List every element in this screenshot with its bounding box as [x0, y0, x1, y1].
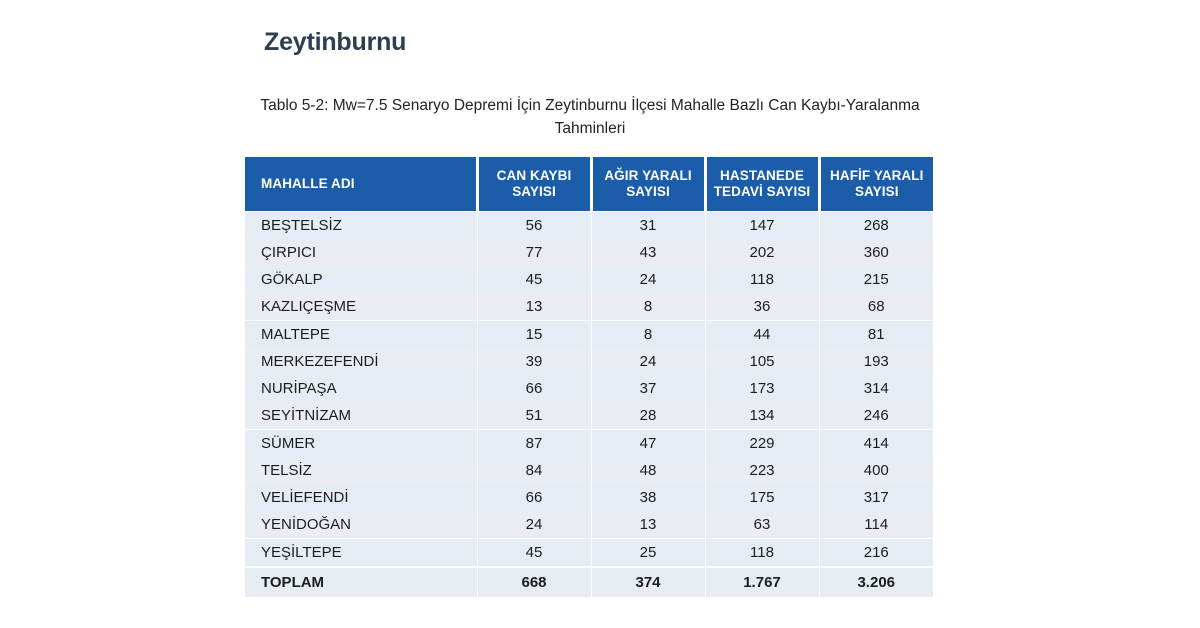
column-header-line-1: CAN KAYBI	[496, 168, 572, 183]
cell-can-kaybi: 56	[477, 212, 591, 240]
cell-can-kaybi: 87	[477, 430, 591, 458]
cell-hafif-yarali: 193	[819, 348, 933, 375]
cell-can-kaybi: 45	[477, 539, 591, 568]
column-header-line-1: AĞIR YARALI	[604, 168, 692, 183]
cell-can-kaybi: 45	[477, 266, 591, 293]
column-header-can-kaybi-sayisi	[477, 157, 591, 212]
cell-hastanede-tedavi: 63	[705, 511, 819, 539]
cell-total-label: TOPLAM	[245, 567, 477, 597]
cell-hastanede-tedavi: 147	[705, 212, 819, 240]
casualty-table-container	[245, 157, 933, 597]
column-header-line-1: HAFİF YARALI	[830, 168, 924, 183]
column-header-hafif-yarali-sayisi	[819, 157, 933, 212]
cell-mahalle-adi: VELİEFENDİ	[245, 484, 477, 511]
cell-mahalle-adi: MALTEPE	[245, 321, 477, 349]
cell-mahalle-adi: MERKEZEFENDİ	[245, 348, 477, 375]
cell-hastanede-tedavi: 173	[705, 375, 819, 402]
cell-hastanede-tedavi: 175	[705, 484, 819, 511]
column-header-hastanede-tedavi-sayisi	[705, 157, 819, 212]
cell-can-kaybi: 13	[477, 293, 591, 321]
table-row	[245, 430, 933, 458]
cell-hafif-yarali: 317	[819, 484, 933, 511]
cell-mahalle-adi: KAZLIÇEŞME	[245, 293, 477, 321]
column-header-line-2: TEDAVİ SAYISI	[713, 184, 811, 199]
cell-hafif-yarali: 314	[819, 375, 933, 402]
cell-mahalle-adi: SÜMER	[245, 430, 477, 458]
column-header-mahalle-adi: MAHALLE ADI	[245, 157, 477, 212]
cell-agir-yarali: 8	[591, 321, 705, 349]
cell-agir-yarali: 48	[591, 457, 705, 484]
cell-total-hafif-yarali: 3.206	[819, 567, 933, 597]
table-total-row	[245, 567, 933, 597]
cell-hafif-yarali: 216	[819, 539, 933, 568]
cell-hastanede-tedavi: 223	[705, 457, 819, 484]
table-row	[245, 239, 933, 266]
cell-agir-yarali: 43	[591, 239, 705, 266]
cell-hafif-yarali: 114	[819, 511, 933, 539]
table-row	[245, 321, 933, 349]
cell-agir-yarali: 8	[591, 293, 705, 321]
cell-hafif-yarali: 360	[819, 239, 933, 266]
cell-agir-yarali: 13	[591, 511, 705, 539]
table-row	[245, 266, 933, 293]
cell-agir-yarali: 25	[591, 539, 705, 568]
cell-mahalle-adi: TELSİZ	[245, 457, 477, 484]
cell-hafif-yarali: 400	[819, 457, 933, 484]
cell-hafif-yarali: 268	[819, 212, 933, 240]
cell-total-hastanede-tedavi: 1.767	[705, 567, 819, 597]
cell-mahalle-adi: SEYİTNİZAM	[245, 402, 477, 430]
cell-agir-yarali: 28	[591, 402, 705, 430]
table-row	[245, 511, 933, 539]
column-header-line-2: SAYISI	[626, 184, 670, 199]
table-body	[245, 212, 933, 598]
table-row	[245, 484, 933, 511]
cell-hastanede-tedavi: 118	[705, 539, 819, 568]
cell-hafif-yarali: 81	[819, 321, 933, 349]
cell-hastanede-tedavi: 105	[705, 348, 819, 375]
cell-can-kaybi: 15	[477, 321, 591, 349]
cell-agir-yarali: 38	[591, 484, 705, 511]
cell-total-can-kaybi: 668	[477, 567, 591, 597]
column-header-line-1: HASTANEDE	[720, 168, 804, 183]
cell-mahalle-adi: BEŞTELSİZ	[245, 212, 477, 240]
cell-can-kaybi: 66	[477, 484, 591, 511]
cell-agir-yarali: 31	[591, 212, 705, 240]
cell-hastanede-tedavi: 118	[705, 266, 819, 293]
table-caption: Tablo 5-2: Mw=7.5 Senaryo Depremi İçin Zeytinburnu İlçesi Mahalle Bazlı Can Kaybı-Yaralanma Tahminleri	[260, 97, 920, 137]
table-header	[245, 157, 933, 212]
cell-hastanede-tedavi: 202	[705, 239, 819, 266]
cell-agir-yarali: 47	[591, 430, 705, 458]
cell-agir-yarali: 24	[591, 266, 705, 293]
table-row	[245, 212, 933, 240]
cell-can-kaybi: 39	[477, 348, 591, 375]
table-row	[245, 375, 933, 402]
cell-hastanede-tedavi: 229	[705, 430, 819, 458]
table-row	[245, 539, 933, 568]
cell-hastanede-tedavi: 44	[705, 321, 819, 349]
cell-mahalle-adi: NURİPAŞA	[245, 375, 477, 402]
table-row	[245, 293, 933, 321]
page-title: Zeytinburnu	[264, 28, 407, 56]
casualty-estimates-table	[245, 157, 933, 597]
cell-agir-yarali: 37	[591, 375, 705, 402]
table-header-row	[245, 157, 933, 212]
cell-hastanede-tedavi: 36	[705, 293, 819, 321]
cell-can-kaybi: 66	[477, 375, 591, 402]
cell-mahalle-adi: GÖKALP	[245, 266, 477, 293]
cell-total-agir-yarali: 374	[591, 567, 705, 597]
cell-can-kaybi: 24	[477, 511, 591, 539]
cell-agir-yarali: 24	[591, 348, 705, 375]
table-row	[245, 457, 933, 484]
cell-can-kaybi: 51	[477, 402, 591, 430]
cell-mahalle-adi: YEŞİLTEPE	[245, 539, 477, 568]
cell-hafif-yarali: 215	[819, 266, 933, 293]
column-header-line-2: SAYISI	[854, 184, 899, 199]
cell-hafif-yarali: 68	[819, 293, 933, 321]
table-row	[245, 402, 933, 430]
cell-hastanede-tedavi: 134	[705, 402, 819, 430]
cell-hafif-yarali: 246	[819, 402, 933, 430]
table-row	[245, 348, 933, 375]
cell-can-kaybi: 77	[477, 239, 591, 266]
column-header-line-2: SAYISI	[512, 184, 556, 199]
cell-mahalle-adi: ÇIRPICI	[245, 239, 477, 266]
column-header-agir-yarali-sayisi	[591, 157, 705, 212]
cell-mahalle-adi: YENİDOĞAN	[245, 511, 477, 539]
cell-hafif-yarali: 414	[819, 430, 933, 458]
cell-can-kaybi: 84	[477, 457, 591, 484]
